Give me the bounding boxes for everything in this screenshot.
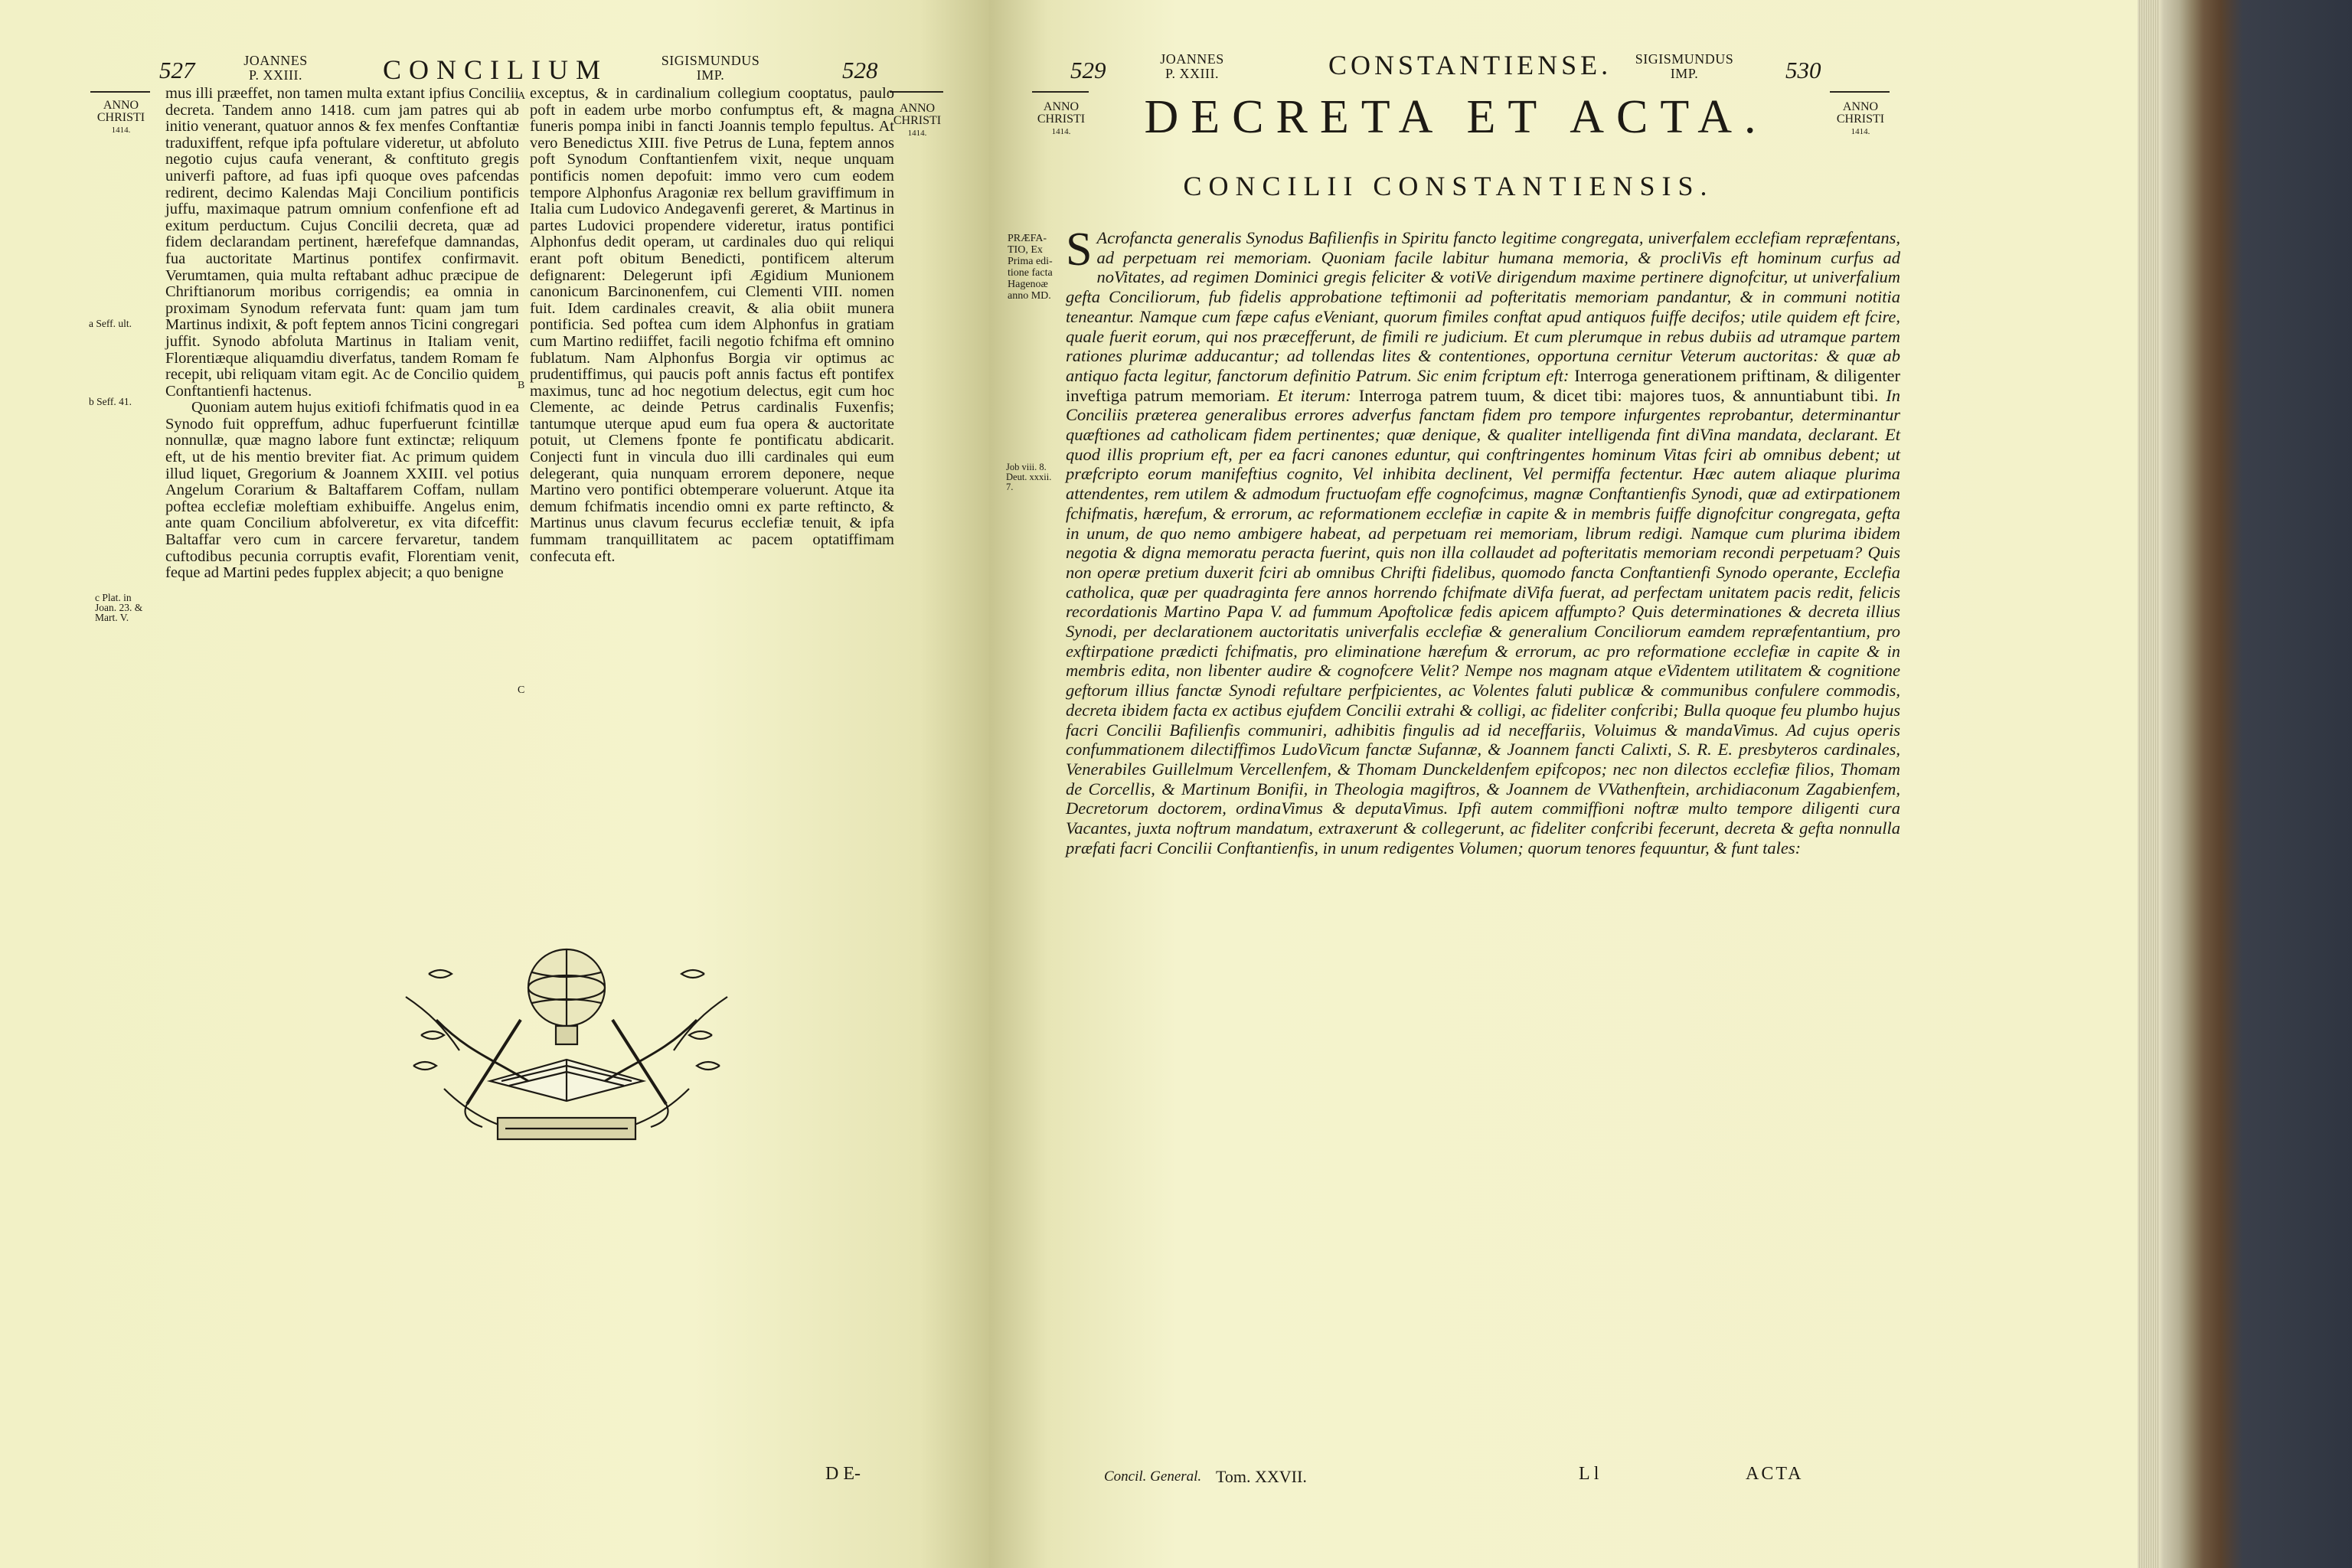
margin-note-praefatio: PRÆFA- TIO, Ex Prima edi- tione facta Hagenoæ anno MD. [1008,233,1053,302]
page-number-527: 527 [159,57,195,83]
paragraph: S Acrofancta generalis Synodus Bafilienfis in Spiritu fancto legitime congregata, univerfalem ecclefiam repræfentans, ad perpetuam rei memoriam. Quoniam facile labitur humana memoria, & procliVis eft hominum curfus ad noVitates, ad regimen Dominici gregis feliciter & votiVe dirigendum maxime pertinere dignofcitur, ut univerfalium gefta Conciliorum, fub fidelis approbatione teftimonii ad pofteritatis memoriam pandantur, & in communi notitia teneantur. Namque cum fæpe cafus eVeniant, quorum fimiles conftat apud antiquos fuiffe decifos; utile quidem eft fcire, quale fuerit eorum, qui nos præcefferunt, de fimili re judicium. Et cum plerumque in rebus dubiis ad utramque partem rationes plurimæ adducantur; ad tollendas lites & contentiones, opportuna cernitur Veterum auctoritas: & quæ ab antiquo facta legitur, fanctorum definitio Patrum. Sic enim fcriptum eft: Interroga generationem priftinam, & diligenter inveftiga patrum memoriam. Et iterum: Interroga patrem tuum, & dicet tibi: majores tuos, & annuntiabunt tibi. In Conciliis præterea generalibus errores adverfus fanctam fidem pro tempore infurgentes reprobantur, determinantur quæftiones ad catholicam fidem pertinentes; quæ denique, & qualiter intelligenda fint diVina mandata, declarant. Et quod illis proprium eft, per ea facri canones eduntur, qui conftringentes hominum Vitas fciri ab omnibus debent; ut præfcripto eorum manifeftius cognito, Vel inhibita declinent, Vel permiffa fectentur. Hæc autem aliaque plurima attendentes, rem utilem & admodum fructuofam effe cognofcimus, magnæ Conftantienfis Synodi, quæ ad extirpationem fchifmatis, hærefum, & errorum, ac reformationem ecclefiæ in capite & in membris fuiffe dignofcitur congregata, gefta in unum, de quo nemo ambigere habeat, ad perpetuam rei memoriam, librum redigi. Namque cum plurima ibidem negotia & digna memoratu peracta fuerint, quis non illa collaudet ad pofteritatis memoriam recondi perpetuam? Quis non operæ pretium duxerit fciri ab omnibus Chrifti fidelibus, quomodo fancta Conftantienfi Synodo operante, Ecclefia catholica, quæ per quadraginta fere annos horrendo fchifmate diVifa fuerat, ad perfectam unitatem pacis redit, felicis recordationis Martino Papa V. ad fummum Apoftolicæ fedis apicem affumpto? Quis determinationes & decreta illius Synodi, per declarationem auctoritatis univerfalis ecclefiæ & generalium Conciliorum eamdem repræfentantium, pro exftirpatione prædicti fchifmatis, pro eliminatione hærefum & errorum, ac pro reformatione ecclefiæ in capite & in membris edita, non libenter audire & cognofcere Velit? Nempe nos magnam atque eVidentem utilitatem & cognitione geftorum illius fanctæ Synodi refultare perfpicientes, ac Volentes faluti publicæ & communibus confulere commodis, decreta ibidem facta ex actibus ejufdem Concilii extrahi & colligi, ac fideliter confcribi; Bulla quoque feu plumbo hujus facri Concilii Bafilienfis communiri, adhibitis fingulis ad id neceffariis, Voluimus & mandaVimus. Ad cujus operis confummationem dilectiffimos LudoVicum fanctæ Sufannæ, & Joannem fancti Calixti, S. R. E. presbyteros cardinales, Venerabiles Guillelmum Vercellenfem, & Thomam Dunckeldenfem epifcopos; nec non dilectos ecclefiæ filios, Thomam de Corcellis, & Martinum Bonifii, in Theologia magiftros, & Joannem de VVathenftein, archidiaconum Zagabienfem, Decretorum doctorem, ordinaVimus & deputaVimus. Ipfi autem commiffioni noftræ multo tempore diligenti cura Vacantes, juxta noftrum mandatum, extraxerunt & collegerunt, ac fideliter confcribi fecerunt, decreta & gefta nonnulla præfati facri Concilii Conftantienfis, in unum redigentes Volumen; quorum tenores fequuntur, & funt tales: [1066,224,1901,858]
catchword-right: ACTA [1746,1464,1804,1484]
heading-decreta-et-acta: DECRETA ET ACTA. [1144,91,1769,143]
anno-christi-right: ANNO CHRISTI 1414. [1836,100,1885,136]
column-mark-a: A [518,90,526,102]
running-head-emperor: SIGISMUNDUS IMP. [1635,51,1734,81]
anno-christi-left: ANNO CHRISTI 1414. [1037,100,1086,136]
drop-cap: S [1066,224,1093,276]
paragraph: exceptus, & in cardinalium collegium cooptatus, paulo poft in eadem urbe morbo confumptus eft, & magna funeris pompa inibi in fancti Joannis templo fepultus. At vero Benedictus XIII. five Petrus de Luna, feptem annos poft Synodum Conftantienfem vixit, neque unquam pontificis nomen depofuit: immo vero cum eodem tempore Alphonfus Aragoniæ rex bellum graviffimum in Italia cum Ludovico Andegavenfi gereret, & Martinus in partes Ludovici propendere videretur, iratus pontifici Alphonfus dedit operam, ut cardinales duo qui reliqui erant poft obitum Benedicti, pontificem alterum defignarent: Delegerunt ipfi Ægidium Munionem canonicum Barcinonenfem, cui Clementi VIII. nomen fuit. Idem cardinales creavit, & alia obiit munera pontificia. Sed poftea cum idem Alphonfus in gratiam cum Martino rediiffet, facili negotio fchifma eft omnino fublatum. Nam Alphonfus Borgia vir optimus ac prudentiffimus, qui paucis poft annis factus eft pontifex maximus, tunc ad hoc negotium delectus, egit cum hoc Clemente, ac deinde Petrus cardinalis Fuxenfis; tantumque uterque apud eum fua opera & auctoritate potuit, ut Clemens fponte fe pontificatu abdicarit. Conjecti funt in vincula duo illi cardinales qui eum delegerant, quia nunquam errorem deponere, neque Martino vero pontifici obtemperare voluerunt. Atque ita demum fchifmatis incendio omni ex parte reftincto, & Martinus unus clavum fecurus ecclefiæ tenuit, & ipfa fummam tranquillitatem ac pacem optatiffimam confecuta eft. [530,85,894,565]
paragraph: Quoniam autem hujus exitiofi fchifmatis quod in ea Synodo fuit oppreffum, adhuc fuperfuerunt fcintillæ nonnullæ, quæ magno labore funt extinctæ; reliquum eft, ut de his mentio breviter fiat. Ac primum quidem illud liquet, Gregorium & Joannem XXIII. vel potius Angelum Corarium & Baltaffarem Coffam, nullam poftea ecclefiæ moleftiam exhibuiffe. Angelus enim, ante quam Concilium abfolveretur, ex vita difceffit: Baltaffar vero cum in carcere fervaretur, tandem cuftodibus pecunia corruptis evafit, Florentiam venit, feque ad Martini pedes fupplex abjecit; a quo benigne [165,399,519,582]
paragraph: mus illi præeffet, non tamen multa extant ipfius Concilii decreta. Tandem anno 1418. cum jam patres qui ab initio venerant, quatuor annos & fex menfes Conftantiæ traduxiffent, refque ipfa poftulare videretur, ut abfoluto negotio cujus caufa venerant, & conftituto gregis univerfi paftore, ad fuas ipfi quoque oves pafcendas redirent, decimo Kalendas Maji Concilium pontificis juffu, maximaque patrum omnium confenfione eft ad exitum perductum. Cujus Concilii decreta, quæ ad fidem declarandam pertinent, hærefefque damnandas, fua auctoritate Martinus pontifex confirmavit. Verumtamen, quia multa reftabant adhuc præcipue de Chriftianorum moribus corrigendis; ea omnia in proximam Synodum refervata funt: quam jam tum Martinus indixit, & poft feptem annos Ticini congregari juffit. Synodo abfoluta Martinus in Italiam venit, Florentiæque aliquamdiu diverfatus, tandem Romam fe recepit, ubi reliquam vitam egit. Ac de Concilio quidem Conftantienfi hactenus. [165,85,519,400]
anno-rule-left [90,91,150,93]
column-mark-c: C [518,684,525,696]
margin-note-job: Job viii. 8. Deut. xxxii. 7. [1006,462,1052,492]
decree-preface-text [1066,224,1901,858]
margin-note-b: b Seff. 41. [89,396,132,407]
margin-note-a: a Seff. ult. [89,318,132,329]
footer-tome: Tom. XXVII. [1216,1467,1307,1486]
page-number-529: 529 [1070,57,1106,83]
left-page [0,0,989,1568]
anno-rule-left [1032,91,1089,93]
page-number-530: 530 [1785,57,1821,83]
book-cover-edge [2159,0,2352,1568]
emblem-ornament [375,928,758,1165]
anno-christi-right: ANNO CHRISTI 1414. [893,102,942,138]
left-column-text [165,86,519,582]
margin-note-c: c Plat. in Joan. 23. & Mart. V. [95,592,143,623]
heading-concilii-constantiensis: CONCILII CONSTANTIENSIS. [1183,171,1714,201]
running-head-pope: JOANNES P. XXIII. [243,53,308,83]
column-mark-b: B [518,380,525,391]
running-title: CONCILIUM [383,54,608,85]
anno-rule-right [1830,91,1890,93]
right-page [989,0,2159,1568]
page-number-528: 528 [842,57,878,83]
anno-christi-left: ANNO CHRISTI 1414. [96,99,145,135]
running-title: CONSTANTIENSE. [1328,50,1612,80]
running-head-pope: JOANNES P. XXIII. [1160,51,1224,81]
right-column-text [530,86,894,565]
running-head-emperor: SIGISMUNDUS IMP. [661,53,760,83]
signature-mark: L l [1579,1464,1599,1484]
anno-rule-right [890,91,943,93]
footer-series: Concil. General. [1104,1468,1202,1485]
ornament-image [375,928,758,1165]
catchword-left: D E- [825,1464,861,1484]
